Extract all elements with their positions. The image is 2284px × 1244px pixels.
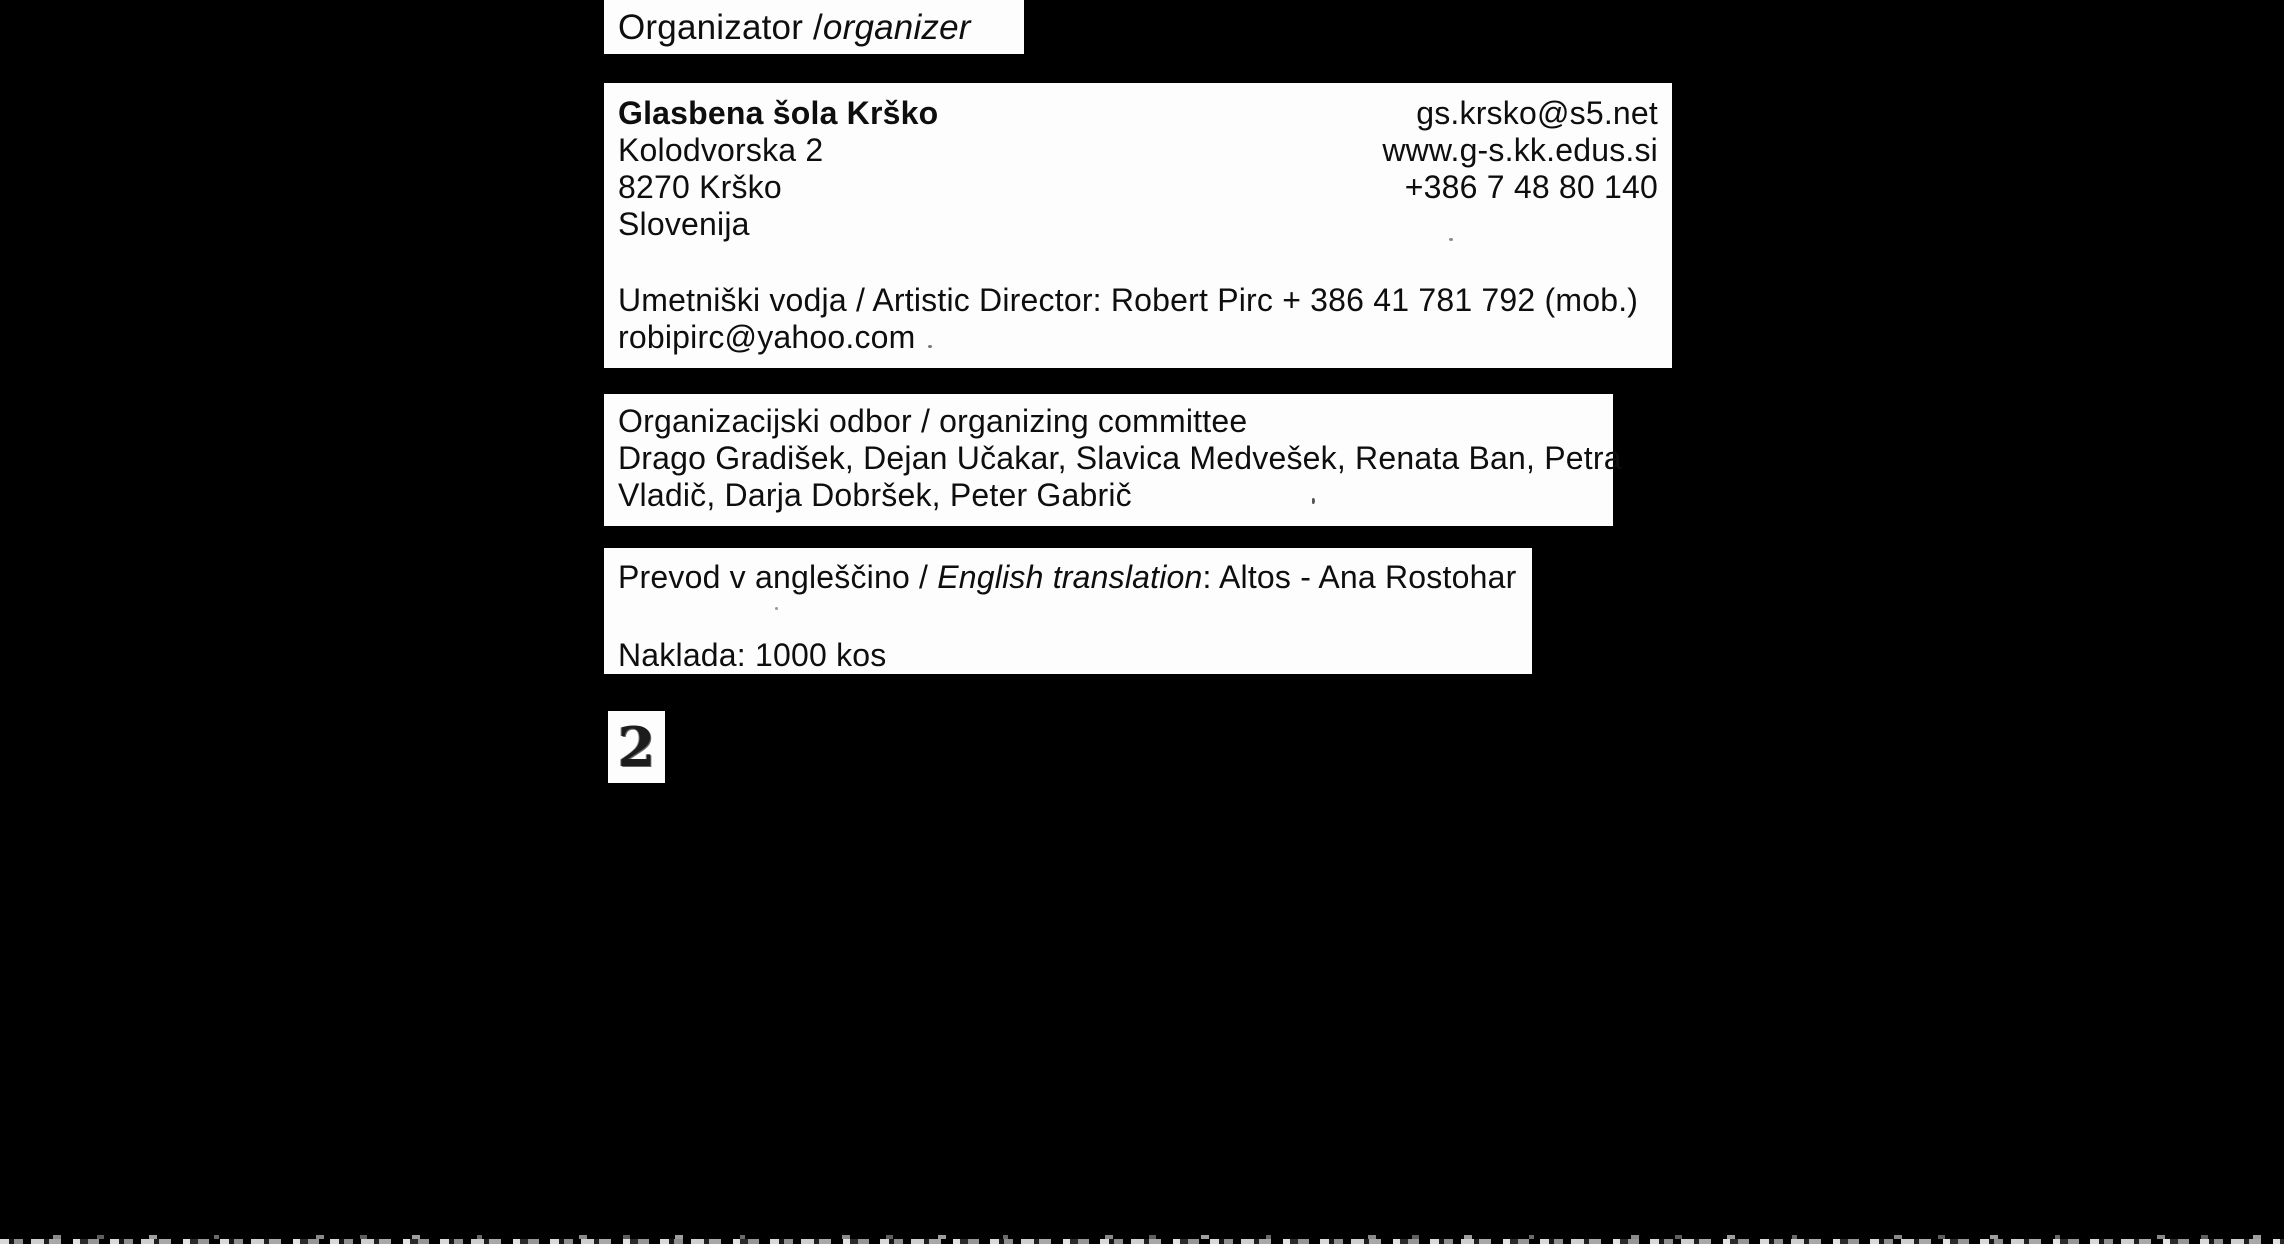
scanner-noise-row bbox=[0, 1239, 2284, 1244]
organizer-website: www.g-s.kk.edus.si bbox=[1382, 132, 1658, 168]
page-number: 2 bbox=[617, 714, 656, 779]
translation-prefix: Prevod v angleščino / bbox=[618, 559, 938, 595]
organizer-address-column bbox=[618, 95, 938, 243]
translation-line bbox=[618, 559, 1518, 596]
committee-members-line: Vladič, Darja Dobršek, Peter Gabrič bbox=[618, 477, 1132, 513]
organizer-columns bbox=[618, 95, 1658, 243]
organizer-title-box bbox=[604, 0, 1024, 54]
organizer-phone: +386 7 48 80 140 bbox=[1404, 169, 1658, 205]
translation-italic: English translation bbox=[937, 559, 1203, 595]
address-line: Kolodvorska 2 bbox=[618, 132, 824, 168]
organizer-title-italic: organizer bbox=[822, 7, 971, 47]
organizer-title-regular: Organizator / bbox=[618, 7, 823, 47]
translation-suffix: : Altos - Ana Rostohar bbox=[1202, 559, 1517, 595]
translation-box bbox=[604, 548, 1532, 674]
committee-heading: Organizacijski odbor / organizing committee bbox=[618, 403, 1248, 439]
blank-line bbox=[618, 596, 1518, 637]
scan-speck bbox=[1449, 238, 1453, 241]
organizer-name: Glasbena šola Krško bbox=[618, 95, 939, 131]
organizing-committee-box bbox=[604, 394, 1622, 526]
organizer-contact-column bbox=[1382, 95, 1658, 243]
scan-speck bbox=[928, 345, 932, 348]
committee-members-line: Drago Gradišek, Dejan Učakar, Slavica Medvešek, Renata Ban, Petra bbox=[618, 440, 1622, 476]
scanner-noise-strip bbox=[0, 1235, 2284, 1244]
artistic-director-block bbox=[618, 282, 1658, 356]
artistic-director-line: Umetniški vodja / Artistic Director: Robert Pirc + 386 41 781 792 (mob.) bbox=[618, 282, 1639, 318]
organizer-contact-box bbox=[604, 83, 1672, 368]
scan-speck bbox=[1312, 498, 1315, 504]
address-line: 8270 Krško bbox=[618, 169, 782, 205]
organizer-email: gs.krsko@s5.net bbox=[1416, 95, 1658, 131]
print-run-line: Naklada: 1000 kos bbox=[618, 637, 887, 673]
artistic-director-email: robipirc@yahoo.com bbox=[618, 319, 916, 355]
address-line: Slovenija bbox=[618, 206, 750, 242]
page-number-box bbox=[608, 711, 665, 783]
scan-speck bbox=[775, 607, 778, 610]
